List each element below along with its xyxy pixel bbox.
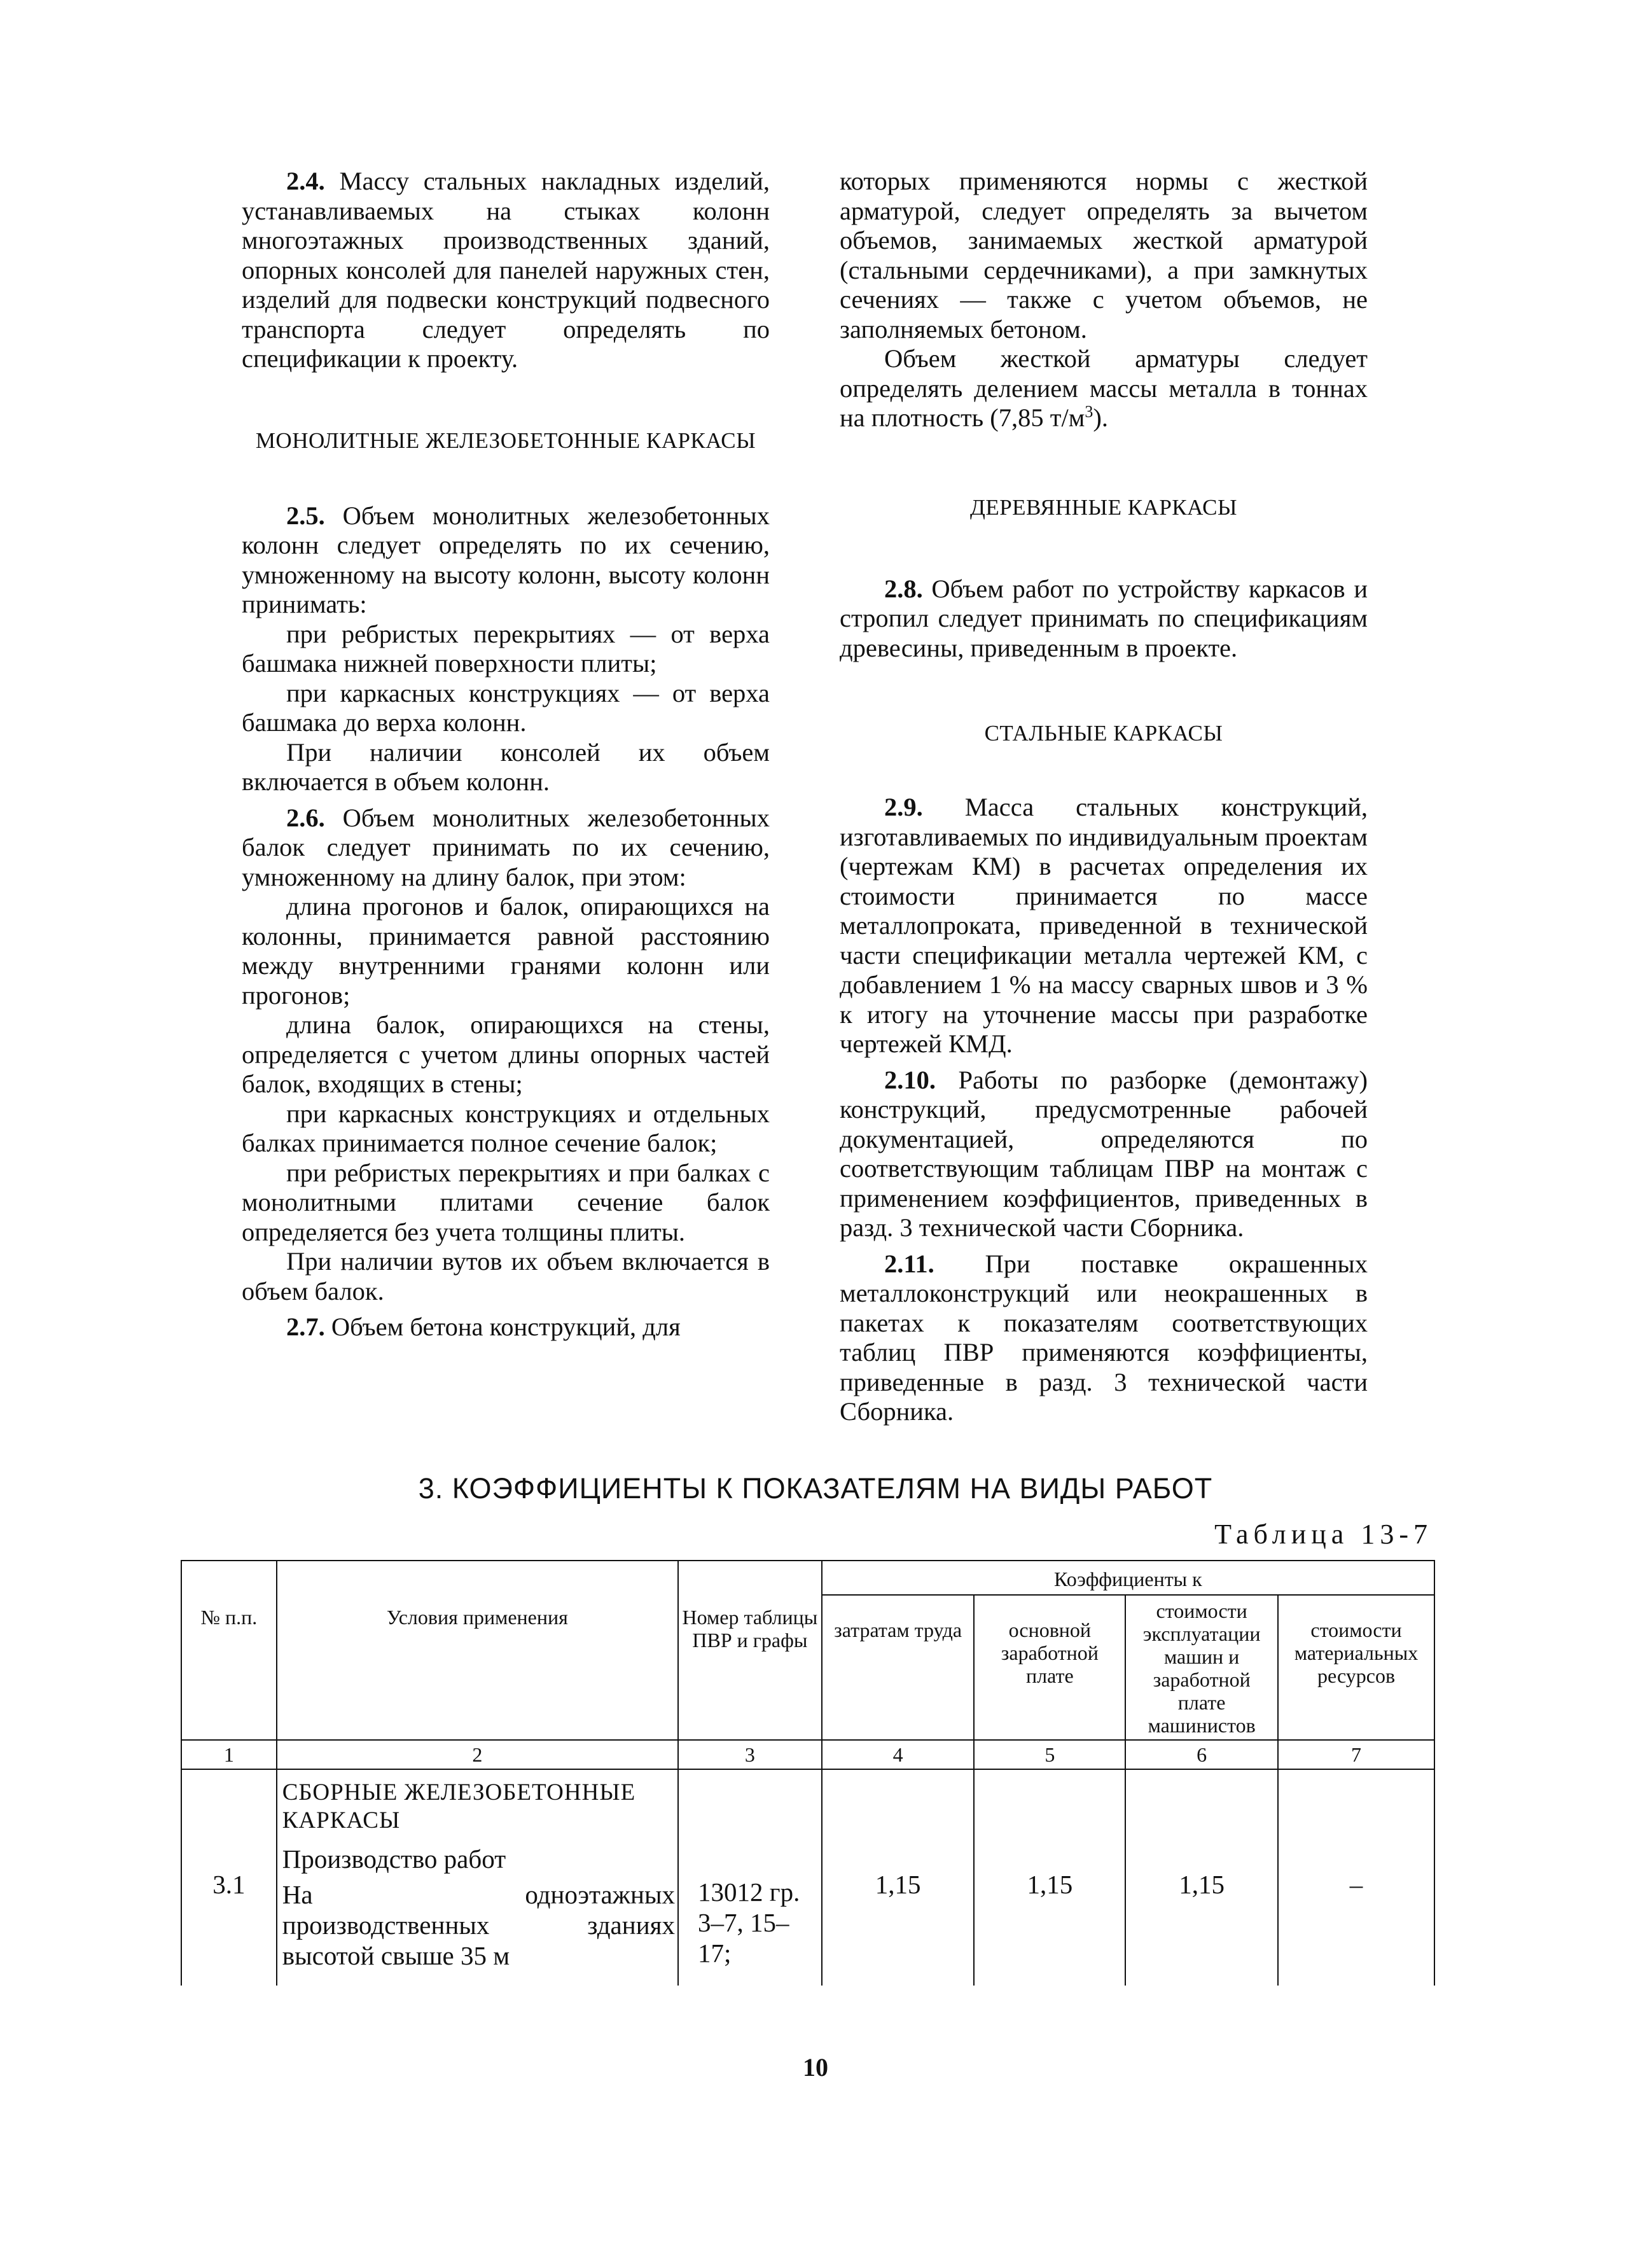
clause-number: 2.6.	[286, 803, 325, 832]
clause-number: 2.9.	[884, 793, 923, 821]
header-base-salary: основной заработной плате	[974, 1595, 1125, 1740]
paragraph-2-7	[242, 1312, 770, 1342]
paragraph-text-end: ).	[1093, 403, 1108, 432]
clause-number: 2.4.	[286, 167, 325, 195]
row-number: 3.1	[181, 1769, 277, 1986]
row-materials-coefficient: –	[1278, 1769, 1434, 1986]
column-number: 6	[1125, 1740, 1278, 1769]
paragraph-2-8	[840, 574, 1368, 664]
section-heading-steel: СТАЛЬНЫЕ КАРКАСЫ	[984, 721, 1223, 746]
paragraph-text: Массу стальных накладных изделий, устанавливаемых на стыках колонн многоэтажных производственных зданий, опорных консолей для панелей наружных стен, изделий для подвески конструкций подвесного транспорта следует определять по спецификации к проекту.	[242, 167, 770, 373]
section-heading-wooden: ДЕРЕВЯННЫЕ КАРКАСЫ	[969, 494, 1238, 520]
clause-number: 2.11.	[884, 1249, 934, 1278]
row-conditions	[277, 1769, 678, 1986]
header-num: № п.п.	[181, 1561, 277, 1740]
column-number-row	[181, 1740, 1434, 1769]
table-caption: Таблица 13-7	[1214, 1519, 1433, 1550]
paragraph-2-6-c: при каркасных конструкциях и отдельных балках принимается полное сечение балок;	[242, 1099, 770, 1157]
header-machines: стоимости эксплуатации машин и заработной плате машинистов	[1125, 1595, 1278, 1740]
paragraph-2-4	[242, 167, 770, 374]
column-number: 1	[181, 1740, 277, 1769]
paragraph-2-9	[840, 793, 1368, 1059]
paragraph-text: Масса стальных конструкций, изготавливаемых по индивидуальным проектам (чертежам КМ) в расчетах определения их стоимости принимается по массе металлопроката, приведенной в технической части спецификации металла чертежей КМ, с добавлением 1 % на массу сварных швов и 3 % к итогу на уточнение массы при разработке чертежей КМД.	[840, 793, 1368, 1058]
row-machines-coefficient: 1,15	[1125, 1769, 1278, 1986]
column-number: 4	[822, 1740, 975, 1769]
paragraph-2-7-continued: которых применяются нормы с жесткой арматурой, следует определять за вычетом объемов, занимаемых жесткой арматурой (стальными сердечниками), а при замкнутых сечениях — также с учетом объемов, не заполняемых бетоном.	[840, 167, 1368, 344]
paragraph-text: Объем бетона конструкций, для	[324, 1312, 681, 1341]
clause-number: 2.10.	[884, 1065, 936, 1094]
section-heading-monolithic: МОНОЛИТНЫЕ ЖЕЛЕЗОБЕТОННЫЕ КАРКАСЫ	[255, 428, 756, 453]
header-materials: стоимости материальных ресурсов	[1278, 1595, 1434, 1740]
paragraph-2-10	[840, 1066, 1368, 1243]
row-subheading: Производство работ	[282, 1844, 506, 1874]
paragraph-2-5-a: при ребристых перекрытиях — от верха башмака нижней поверхности плиты;	[242, 619, 770, 678]
header-labor: затратам труда	[822, 1595, 975, 1740]
superscript: 3	[1085, 402, 1093, 421]
table-row	[181, 1769, 1434, 1986]
header-row-1	[181, 1561, 1434, 1595]
header-conditions: Условия применения	[277, 1561, 678, 1740]
paragraph-2-5-c: При наличии консолей их объем включается в объем колонн.	[242, 737, 770, 796]
column-number: 7	[1278, 1740, 1434, 1769]
paragraph-text: Объем работ по устройству каркасов и стропил следует принимать по спецификациям древесины, приведенным в проекте.	[840, 574, 1368, 662]
paragraph-text: Работы по разборке (демонтажу) конструкций, предусмотренные рабочей документацией, определяются по соответствующим таблицам ПВР на монтаж с применением коэффициентов, приведенных в разд. 3 технической части Сборника.	[840, 1065, 1368, 1242]
header-table-no: Номер таблицы ПВР и графы	[678, 1561, 822, 1740]
row-labor-coefficient: 1,15	[822, 1769, 975, 1986]
paragraph-2-5-b: при каркасных конструкциях — от верха башмака до верха колонн.	[242, 678, 770, 737]
paragraph-2-6-a: длина прогонов и балок, опирающихся на колонны, принимается равной расстоянию между внутренними гранями колонн или прогонов;	[242, 892, 770, 1010]
paragraph-text: Объем жесткой арматуры следует определять делением массы металла в тоннах на плотность (7,85 т/м	[840, 344, 1368, 432]
column-number: 3	[678, 1740, 822, 1769]
page-number: 10	[803, 2053, 828, 2082]
paragraph-text: Объем монолитных железобетонных балок следует принимать по их сечению, умноженному на длину балок, при этом:	[242, 803, 770, 891]
right-column	[840, 167, 1368, 1427]
clause-number: 2.5.	[286, 501, 325, 530]
paragraph-2-11	[840, 1249, 1368, 1427]
paragraph-text: При поставке окрашенных металлоконструкций или неокрашенных в пакетах к показателям соответствующих таблиц ПВР применяются коэффициенты, приведенные в разд. 3 технической части Сборника.	[840, 1249, 1368, 1426]
paragraph-text: Объем монолитных железобетонных колонн следует определять по их сечению, умноженному на высоту колонн, высоту колонн принимать:	[242, 501, 770, 618]
row-group-heading: СБОРНЫЕ ЖЕЛЕЗОБЕТОННЫЕ КАРКАСЫ	[282, 1779, 636, 1833]
paragraph-2-6-e: При наличии вутов их объем включается в объем балок.	[242, 1247, 770, 1305]
paragraph-2-6-b: длина балок, опирающихся на стены, определяется с учетом длины опорных частей балок, входящих в стены;	[242, 1010, 770, 1098]
paragraph-2-5	[242, 501, 770, 620]
clause-number: 2.7.	[286, 1312, 325, 1341]
clause-number: 2.8.	[884, 574, 923, 603]
row-table-reference: 13012 гр. 3–7, 15–17;	[678, 1769, 822, 1986]
row-condition-text: На одноэтажных производственных зданиях высотой свыше 35 м	[282, 1880, 675, 1970]
paragraph-2-6-d: при ребристых перекрытиях и при балках с монолитными плитами сечение балок определяется без учета толщины плиты.	[242, 1158, 770, 1246]
left-column	[242, 167, 770, 1342]
column-number: 5	[974, 1740, 1125, 1769]
section-title: 3. КОЭФФИЦИЕНТЫ К ПОКАЗАТЕЛЯМ НА ВИДЫ РАБОТ	[418, 1472, 1213, 1505]
row-base-salary-coefficient: 1,15	[974, 1769, 1125, 1986]
column-number: 2	[277, 1740, 678, 1769]
paragraph-2-7-b	[840, 344, 1368, 433]
coefficients-table	[181, 1560, 1435, 1986]
header-coefficient-group: Коэффициенты к	[822, 1561, 1434, 1595]
paragraph-2-6	[242, 804, 770, 893]
